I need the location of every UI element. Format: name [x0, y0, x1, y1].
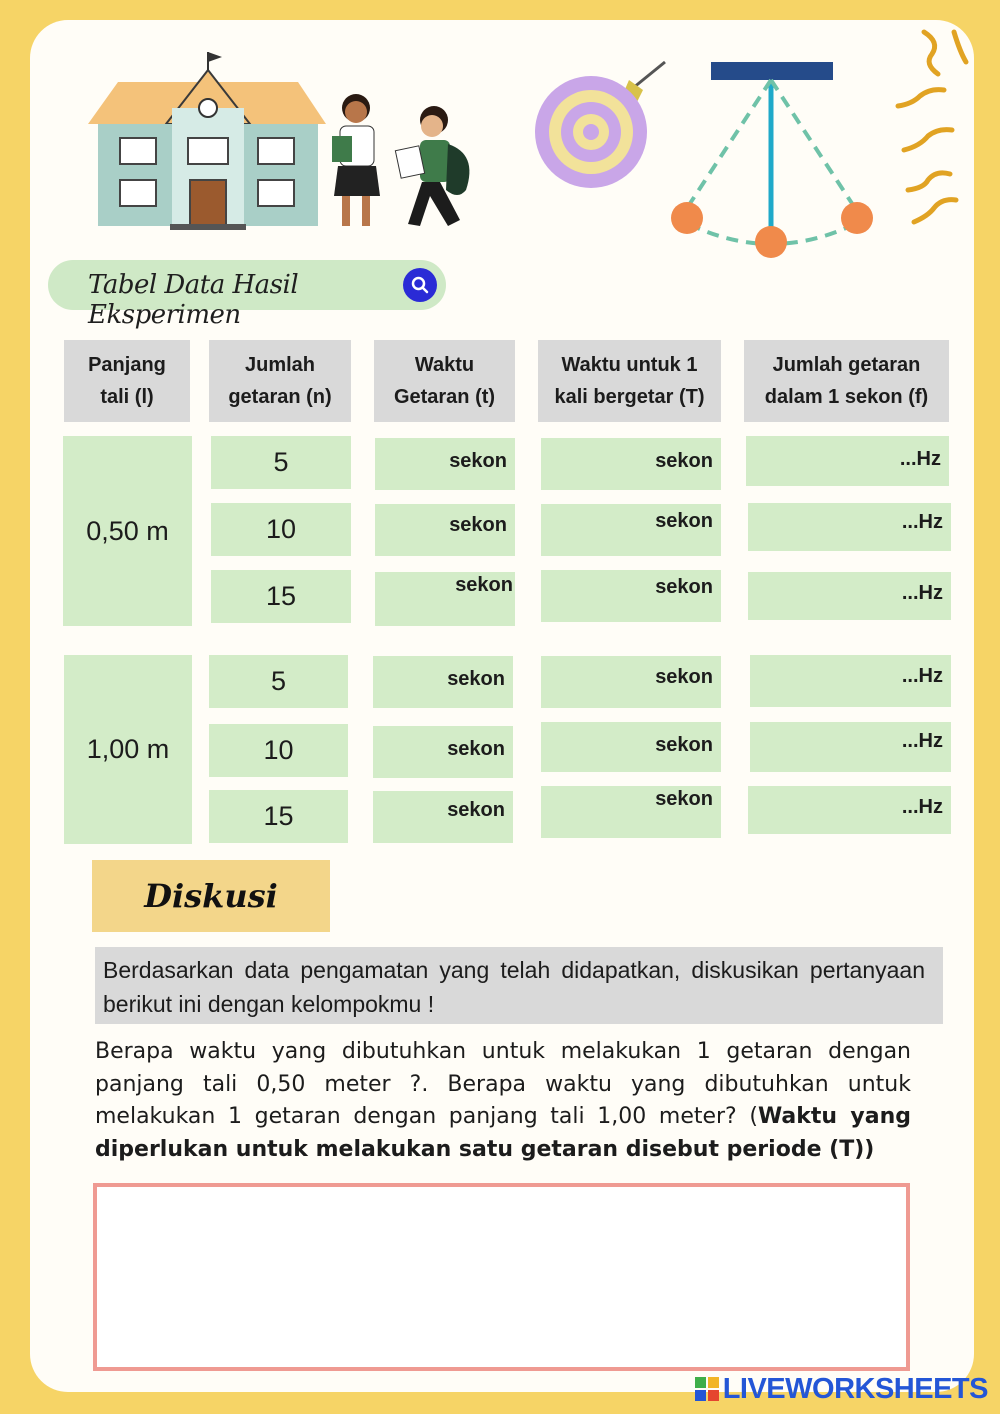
count-cell: 5 [211, 436, 351, 489]
period-input-cell[interactable]: sekon [541, 656, 721, 708]
frequency-input-cell[interactable]: ...Hz [746, 436, 949, 486]
header-periode: Waktu untuk 1 kali bergetar (T) [538, 340, 721, 422]
answer-box[interactable] [93, 1183, 910, 1371]
students-illustration [326, 92, 486, 237]
period-input-cell[interactable]: sekon [541, 438, 721, 490]
count-cell: 10 [209, 724, 348, 777]
table-title-pill [48, 260, 446, 330]
header-jumlah-getaran: Jumlah getaran (n) [209, 340, 351, 422]
count-cell: 10 [211, 503, 351, 556]
length-cell-1-00: 1,00 m [64, 655, 192, 844]
liveworksheets-logo-icon [695, 1377, 719, 1401]
discussion-question: Berapa waktu yang dibutuhkan untuk melakukan 1 getaran dengan panjang tali 0,50 meter ?. Berapa waktu yang dibutuhkan untuk melakukan 1 getaran dengan panjang tali 1,00 meter? (Waktu yang diperlukan untuk melakukan satu getaran disebut periode (T)) [95, 1039, 911, 1162]
count-cell: 5 [209, 655, 348, 708]
pendulum-illustration [665, 58, 885, 262]
discussion-intro-box [95, 947, 943, 1024]
spiral-lollipop-illustration [533, 58, 673, 194]
time-input-cell[interactable]: sekon [375, 438, 515, 490]
answer-input[interactable] [97, 1187, 906, 1367]
count-cell: 15 [211, 570, 351, 623]
header-panjang-tali: Panjang tali (l) [64, 340, 190, 422]
sun-rays-decoration [894, 28, 974, 238]
table-title: Tabel Data Hasil Eksperimen [88, 270, 299, 330]
length-cell-0-50: 0,50 m [63, 436, 192, 626]
count-cell: 15 [209, 790, 348, 843]
period-input-cell[interactable]: sekon [541, 722, 721, 772]
frequency-input-cell[interactable]: ...Hz [748, 786, 951, 834]
time-input-cell[interactable]: sekon [373, 791, 513, 843]
period-input-cell[interactable]: sekon [541, 570, 721, 622]
time-input-cell[interactable]: sekon [373, 656, 513, 708]
period-input-cell[interactable]: sekon [541, 786, 721, 838]
time-input-cell[interactable]: sekon [373, 726, 513, 778]
discussion-intro-text: Berdasarkan data pengamatan yang telah didapatkan, diskusikan pertanyaan berikut ini dengan kelompokmu ! [103, 957, 925, 1017]
header-waktu-getaran: Waktu Getaran (t) [374, 340, 515, 422]
frequency-input-cell[interactable]: ...Hz [750, 722, 951, 772]
school-building-illustration [88, 52, 328, 232]
time-input-cell[interactable]: sekon [375, 572, 515, 626]
period-input-cell[interactable]: sekon [541, 504, 721, 556]
search-icon [403, 268, 437, 302]
frequency-input-cell[interactable]: ...Hz [750, 655, 951, 707]
frequency-input-cell[interactable]: ...Hz [748, 572, 951, 620]
diskusi-heading: Diskusi [92, 860, 330, 932]
frequency-input-cell[interactable]: ...Hz [748, 503, 951, 551]
liveworksheets-logo: LIVEWORKSHEETS [695, 1374, 988, 1404]
header-frekuensi: Jumlah getaran dalam 1 sekon (f) [744, 340, 949, 422]
time-input-cell[interactable]: sekon [375, 504, 515, 556]
